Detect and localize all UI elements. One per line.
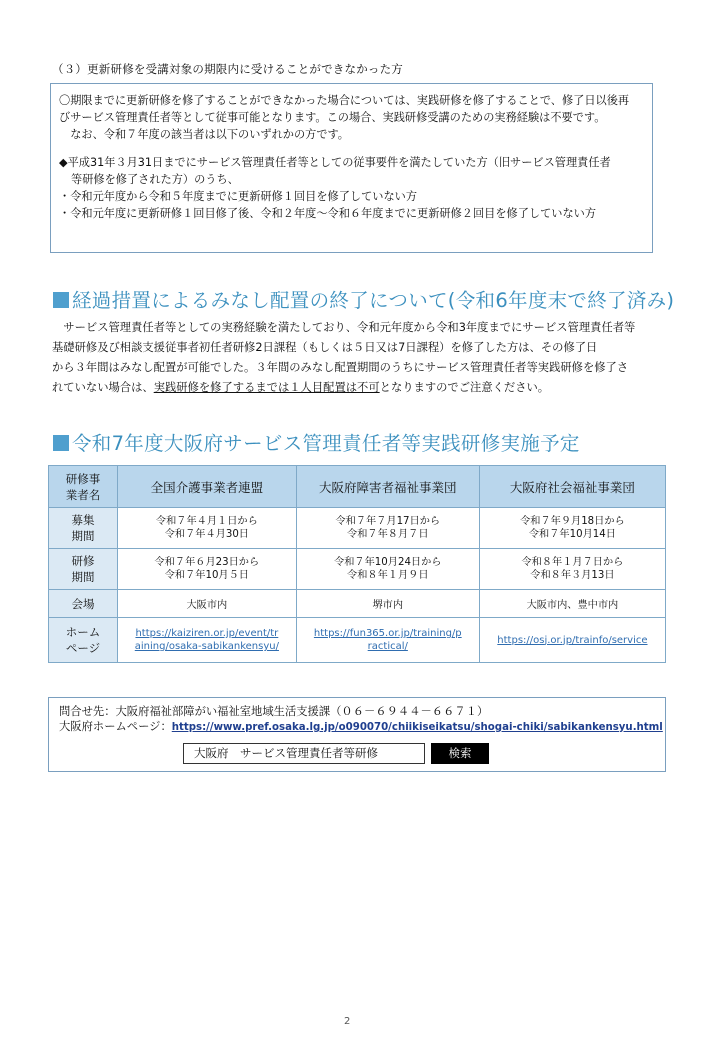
notice-line: ◆平成31年３月31日までにサービス管理責任者等としての従事要件を満たしていた方（旧サービス管理責任者 xyxy=(59,156,611,169)
notice-line: 〇期限までに更新研修を修了することができなかった場合については、実践研修を修了することで、修了日以後再 xyxy=(59,94,630,107)
underlined-warning: 実践研修を修了するまでは１人目配置は不可 xyxy=(153,381,380,394)
paragraph-line: 基礎研修及び相談支援従事者初任者研修2日課程（もしくは５日又は7日課程）を修了した方は、その修了日 xyxy=(52,341,598,354)
square-bullet-icon xyxy=(53,292,69,308)
section-title-text: 経過措置によるみなし配置の終了について(令和6年度末で終了済み) xyxy=(72,289,675,312)
notice-line: ・令和元年度に更新研修１回目修了後、令和２年度～令和６年度までに更新研修２回目を修了していない方 xyxy=(59,207,597,220)
homepage-link[interactable]: https://fun365.or.jp/training/p ractical/ xyxy=(313,628,462,652)
provider-header: 大阪府社会福祉事業団 xyxy=(479,466,665,508)
contact-box xyxy=(48,697,666,772)
section-title-schedule xyxy=(53,428,580,456)
table-cell xyxy=(118,618,297,663)
table-cell: 令和７年９月18日から 令和７年10月14日 xyxy=(479,508,665,549)
table-cell: 令和７年10月24日から 令和８年１月９日 xyxy=(296,549,479,590)
table-cell: 令和７年６月23日から 令和７年10月５日 xyxy=(118,549,297,590)
homepage-label: 大阪府ホームページ： xyxy=(59,720,172,733)
table-row-venue xyxy=(49,590,666,618)
paragraph-line: から３年間はみなし配置が可能でした。３年間のみなし配置期間のうちにサービス管理責任者等実践研修を修了さ xyxy=(52,361,629,374)
corner-header: 研修事 業者名 xyxy=(49,466,118,508)
table-cell xyxy=(296,618,479,663)
row-header: 募集 期間 xyxy=(49,508,118,549)
provider-header: 全国介護事業者連盟 xyxy=(118,466,297,508)
table-cell: 令和７年４月１日から 令和７年４月30日 xyxy=(118,508,297,549)
page-number: 2 xyxy=(344,1016,351,1027)
row-header: 研修 期間 xyxy=(49,549,118,590)
paragraph-line: サービス管理責任者等としての実務経験を満たしており、令和元年度から令和3年度までにサービス管理責任者等 xyxy=(52,321,636,334)
contact-line: 問合せ先：大阪府福祉部障がい福祉室地域生活支援課（０６－６９４４－６６７１） xyxy=(59,705,489,718)
table-cell: 令和８年１月７日から 令和８年３月13日 xyxy=(479,549,665,590)
table-header-row xyxy=(49,466,666,508)
table-cell: 令和７年７月17日から 令和７年８月７日 xyxy=(296,508,479,549)
search-keyword-box: 大阪府 サービス管理責任者等研修 xyxy=(183,743,425,764)
table-row-period xyxy=(49,549,666,590)
table-row-application xyxy=(49,508,666,549)
table-cell: 堺市内 xyxy=(296,590,479,618)
row-header: ホーム ページ xyxy=(49,618,118,663)
provider-header: 大阪府障害者福祉事業団 xyxy=(296,466,479,508)
table-row-homepage xyxy=(49,618,666,663)
notice-line: 等研修を修了された方）のうち、 xyxy=(71,173,239,186)
notice-line: ・令和元年度から令和５年度までに更新研修１回目を修了していない方 xyxy=(59,190,418,203)
homepage-link[interactable]: https://kaiziren.or.jp/event/tr aining/osaka-sabikankensyu/ xyxy=(134,628,279,652)
notice-line: びサービス管理責任者等として従事可能となります。この場合、実践研修受講のための実務経験は不要です。 xyxy=(59,111,606,124)
contact-homepage-line xyxy=(59,719,665,735)
section-title-text: 令和7年度大阪府サービス管理責任者等実践研修実施予定 xyxy=(72,432,580,455)
table-cell: 大阪市内 xyxy=(118,590,297,618)
sec3-heading: （３）更新研修を受講対象の期限内に受けることができなかった方 xyxy=(52,62,403,76)
section-title-transition xyxy=(53,285,674,313)
search-button: 検索 xyxy=(431,743,489,764)
transition-paragraph xyxy=(52,318,662,398)
training-schedule-table xyxy=(48,465,666,663)
table-cell: 大阪市内、豊中市内 xyxy=(479,590,665,618)
notice-line: なお、令和７年度の該当者は以下のいずれかの方です。 xyxy=(59,128,349,141)
table-cell xyxy=(479,618,665,663)
row-header: 会場 xyxy=(49,590,118,618)
square-bullet-icon xyxy=(53,435,69,451)
text-span: れていない場合は、 xyxy=(52,381,154,394)
prefecture-homepage-link[interactable]: https://www.pref.osaka.lg.jp/o090070/chiikiseikatsu/shogai-chiki/sabikankensyu.html xyxy=(171,722,663,733)
paragraph-line xyxy=(52,378,662,398)
text-span: となりますのでご注意ください。 xyxy=(379,381,550,394)
homepage-link[interactable]: https://osj.or.jp/trainfo/service xyxy=(497,634,648,646)
sec3-notice-box xyxy=(50,83,653,253)
